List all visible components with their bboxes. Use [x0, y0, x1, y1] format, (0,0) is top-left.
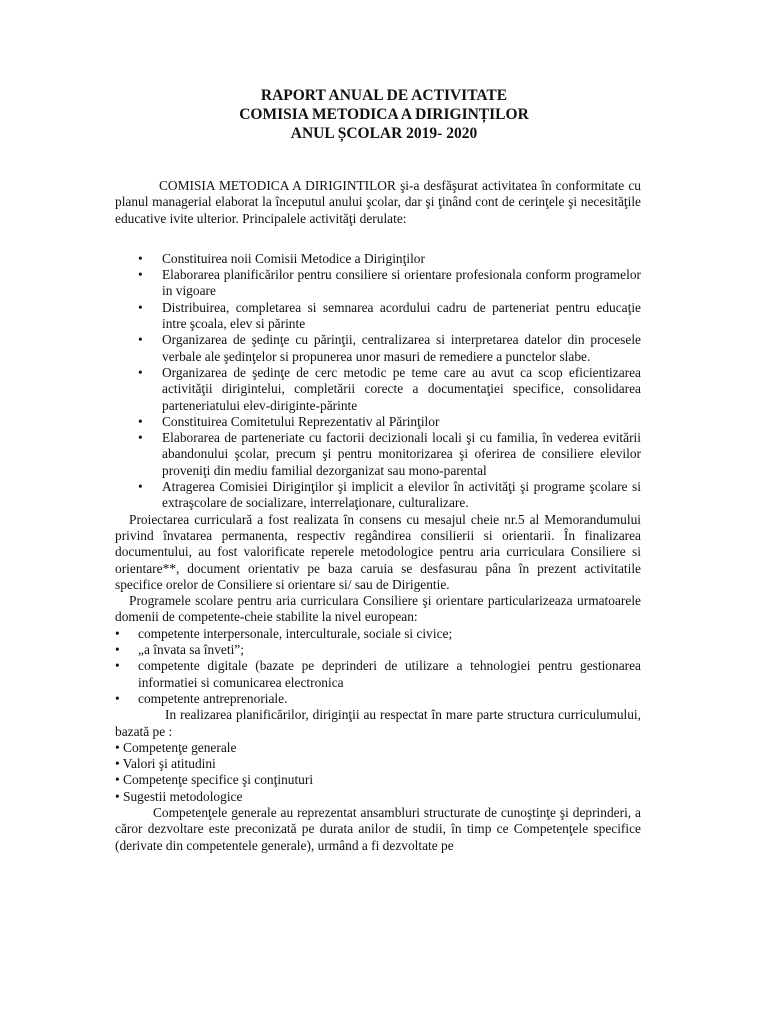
bullet-icon: • — [115, 658, 120, 674]
activities-list — [115, 251, 641, 512]
curriculum-paragraph: Proiectarea curriculară a fost realizata în consens cu mesajul cheie nr.5 al Memorandumului privind învatarea permanenta, respectiv regândirea consilierii si orientarii. În finalizarea documentului, au fost valorificate reperele metodologice pentru aria curriculara Consiliere si orientare**, document orientativ pe baza caruia se desfasurau pâna în prezent activitatile specifice orelor de Consiliere si orientare si/ sau de Dirigentie. — [115, 511, 641, 592]
bullet-icon: • — [138, 299, 143, 315]
list-item: • Sugestii metodologice — [115, 788, 243, 804]
list-item: • Atragerea Comisiei Diriginţilor şi implicit a elevilor în activităţi şi programe şcolare si extraşcolare de socializare, interrelaţionare, culturalizare. — [138, 479, 641, 511]
bullet-icon: • — [138, 267, 143, 283]
list-item: • competente digitale (bazate pe deprinderi de utilizare a tehnologiei pentru gestionarea informatiei si comunicarea electronica — [115, 658, 641, 690]
list-item: • Elaborarea planificărilor pentru consiliere si orientare profesionala conform programelor in vigoare — [138, 267, 641, 299]
list-item: • „a învata sa înveti”; — [115, 642, 244, 658]
bullet-icon: • — [138, 413, 143, 429]
report-title — [0, 86, 768, 143]
general-competences-paragraph: Competenţele generale au reprezentat ansambluri structurate de cunoştinţe şi deprinderi, a căror dezvoltare este preconizată pe durata anilor de studii, în timp ce Competenţele specifice (derivate din competentele generale), urmând a fi dezvoltate pe — [115, 804, 641, 853]
list-item: • competente interpersonale, interculturale, sociale si civice; — [115, 625, 453, 641]
title-line-1: RAPORT ANUAL DE ACTIVITATE — [260, 87, 508, 104]
list-item: • Organizarea de şedinţe de cerc metodic pe teme care au avut ca scop eficientizarea activităţii dirigintelui, completării corecte a documentaţiei specifice, consolidarea parteneriatului elev-diriginte-părinte — [138, 364, 641, 413]
bullet-icon: • — [115, 625, 120, 641]
bullet-icon: • — [138, 332, 143, 348]
bullet-icon: • — [138, 250, 143, 266]
list-item: • Valori şi atitudini — [115, 756, 216, 772]
intro-paragraph: COMISIA METODICA A DIRIGINTILOR şi-a desfăşurat activitatea în conformitate cu planul managerial elaborat la începutul anului şcolar, dar şi ţinând cont de cerinţele şi necesităţile educative ivite ulterior. Principalele activităţi derulate: — [115, 178, 641, 226]
list-item: • Constituirea noii Comisii Metodice a Diriginţilor — [138, 250, 425, 266]
title-line-3: ANUL ȘCOLAR 2019- 2020 — [290, 125, 478, 142]
title-line-2: COMISIA METODICA A DIRIGINȚILOR — [239, 106, 529, 123]
list-item: • Elaborarea de parteneriate cu factorii decizionali locali şi cu familia, în vederea evitării abandonului şcolar, precum şi pentru monitorizarea şi oferirea de consiliere elevilor proveniţi din mediu familial dezorganizat sau mono-parental — [138, 430, 641, 478]
list-item: • Competenţe generale — [115, 739, 237, 755]
planning-paragraph: In realizarea planificărilor, diriginţii au respectat în mare parte structura curriculumului, bazată pe : — [115, 707, 641, 739]
bullet-icon: • — [138, 430, 143, 446]
list-item: • Distribuirea, completarea si semnarea acordului cadru de parteneriat pentru educaţie intre şcoala, elev si părinte — [138, 299, 641, 332]
competences-list — [115, 626, 641, 707]
programs-paragraph: Programele scolare pentru aria curriculara Consiliere şi orientare particularizeaza urmatoarele domenii de competente-cheie stabilite la nivel european: — [115, 593, 641, 625]
bullet-icon: • — [115, 642, 120, 658]
bullet-icon: • — [138, 479, 143, 495]
list-item: • competente antreprenoriale. — [115, 690, 288, 706]
list-item: • Constituirea Comitetului Reprezentativ al Părinţilor — [138, 413, 440, 429]
report-body — [115, 178, 641, 854]
list-item: • Organizarea de şedinţe cu părinţii, centralizarea si interpretarea datelor din procesele verbale ale şedinţelor si propunerea unor masuri de remediere a punctelor slabe. — [138, 332, 641, 364]
bullet-icon: • — [138, 364, 143, 380]
structure-list — [115, 740, 641, 805]
bullet-icon: • — [115, 690, 120, 706]
list-item: • Competenţe specifice şi conţinuturi — [115, 772, 314, 788]
